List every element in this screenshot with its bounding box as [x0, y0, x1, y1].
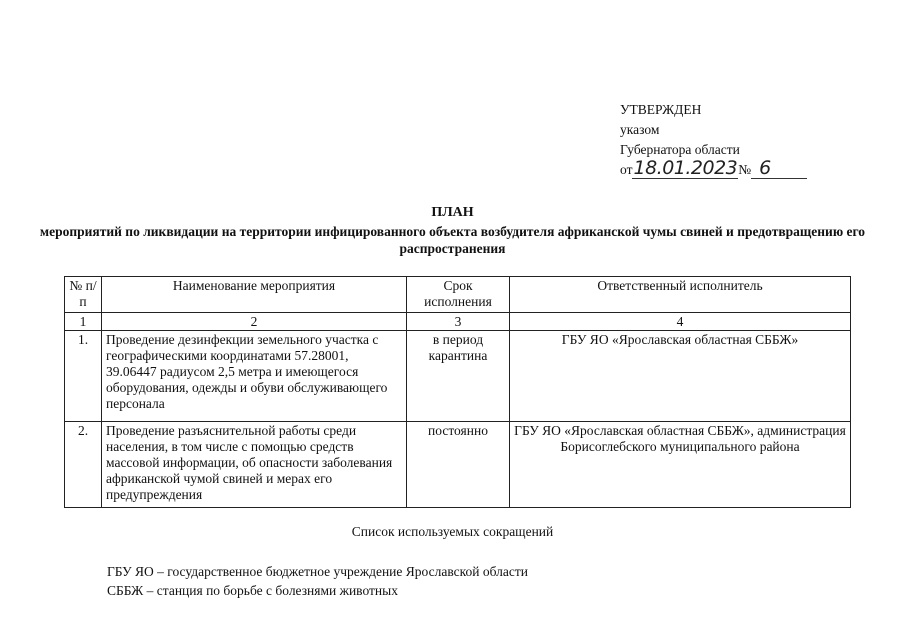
plan-heading: ПЛАН: [431, 205, 474, 220]
approval-heading: УТВЕРЖДЕН: [620, 102, 702, 117]
handwritten-date: 18.01.2023: [633, 157, 738, 179]
measures-table: [64, 276, 851, 508]
row-num: 2.: [65, 422, 102, 508]
index-cell: 1: [65, 313, 102, 331]
index-cell: 3: [407, 313, 510, 331]
header-term: Срок исполнения: [407, 277, 510, 313]
document-title: [0, 204, 905, 257]
approval-stamp: [620, 100, 807, 180]
table-header-row: [65, 277, 851, 313]
table-row: [65, 331, 851, 422]
header-name: Наименование мероприятия: [102, 277, 407, 313]
row-measure: Проведение разъяснительной работы среди населения, в том числе с помощью средств массовой информации, об опасности заболевания африканской чумой свиней и мерах его предупреждения: [102, 422, 407, 508]
abbreviations-list: [107, 562, 528, 600]
abbreviations-title: Список используемых сокращений: [351, 524, 554, 539]
handwritten-number: 6: [759, 157, 771, 179]
header-executor: Ответственный исполнитель: [510, 277, 851, 313]
row-num: 1.: [65, 331, 102, 422]
index-cell: 2: [102, 313, 407, 331]
approval-decree: указом: [620, 122, 660, 137]
abbreviation-item: СББЖ – станция по борьбе с болезнями животных: [107, 583, 398, 598]
row-term: в период карантина: [407, 331, 510, 422]
plan-subtitle: мероприятий по ликвидации на территории инфицированного объекта возбудителя африканской чумы свиней и предотвращению его распространения: [39, 224, 866, 256]
row-executor: ГБУ ЯО «Ярославская областная СББЖ», администрация Борисоглебского муниципального района: [510, 422, 851, 508]
date-field: [632, 157, 738, 179]
date-prefix: от: [620, 162, 633, 177]
approval-authority: Губернатора области: [620, 142, 740, 157]
header-num: № п/п: [65, 277, 102, 313]
table-index-row: [65, 313, 851, 331]
index-cell: 4: [510, 313, 851, 331]
row-measure: Проведение дезинфекции земельного участка с географическими координатами 57.28001, 39.06447 радиусом 2,5 метра и имеющегося оборудования, одежды и обуви обслуживающего персонала: [102, 331, 407, 422]
table-row: [65, 422, 851, 508]
row-term: постоянно: [407, 422, 510, 508]
row-executor: ГБУ ЯО «Ярославская областная СББЖ»: [510, 331, 851, 422]
abbreviation-item: ГБУ ЯО – государственное бюджетное учреждение Ярославской области: [107, 564, 528, 579]
approval-date-row: [620, 157, 807, 180]
number-field: [751, 157, 807, 179]
number-prefix: №: [738, 162, 752, 177]
